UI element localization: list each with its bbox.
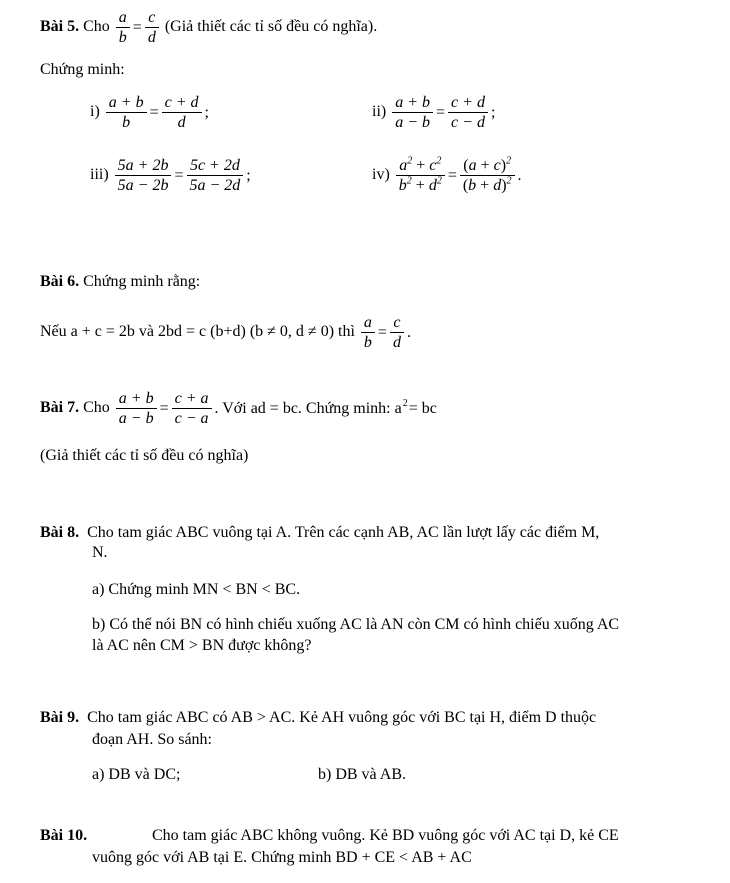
- bai8-line2: N.: [92, 544, 108, 561]
- bai5-item-ii: ii) $\frac{a + b}{a - b}$ = $\frac{c + d}{c - d}$ ;: [372, 94, 496, 131]
- bai10-label: Bài 10.: [40, 827, 88, 844]
- fraction: $\frac{c + d}{d}$: [162, 93, 202, 132]
- fraction: $\frac{a}{b}$: [116, 8, 130, 47]
- bai8-line1: Bài 8. Cho tam giác ABC vuông tại A. Trên các cạnh AB, AC lần lượt lấy các điểm M,: [40, 524, 600, 541]
- bai6-condition: Nếu a + c = 2b và 2bd = c (b+d) (b ≠ 0, d ≠ 0) thì $\frac{a}{b}$ = $\frac{c}{d}$ .: [40, 314, 411, 351]
- bai5-item-iii: iii) $\frac{5a + 2b}{5a - 2b}$ = $\frac{5c + 2d}{5a - 2d}$ ;: [90, 157, 251, 194]
- bai10-line1: Cho tam giác ABC không vuông. Kẻ BD vuông góc với AC tại D, kẻ CE: [152, 827, 619, 844]
- bai7-note: (Giả thiết các tỉ số đều có nghĩa): [40, 447, 249, 464]
- bai7-header: Bài 7. Cho $\frac{a + b}{a - b}$ = $\frac{c + a}{c - a}$ . Với ad = bc. Chứng minh: $a^2=$ bc: [40, 390, 437, 427]
- bai5-header: Bài 5. Cho $\frac{a}{b}$ = $\frac{c}{d}$ (Giả thiết các tỉ số đều có nghĩa).: [40, 9, 378, 46]
- fraction: $\frac{a}{b}$: [361, 313, 375, 352]
- fraction: $\frac{c}{d}$: [145, 8, 159, 47]
- bai5-label: Bài 5.: [40, 18, 80, 36]
- fraction: $\frac{a + b}{b}$: [106, 93, 147, 132]
- bai8-b2: là AC nên CM > BN được không?: [92, 637, 312, 654]
- fraction: $\frac{c}{d}$: [390, 313, 404, 352]
- bai7-label: Bài 7.: [40, 399, 80, 417]
- bai8-label: Bài 8.: [40, 524, 80, 541]
- bai9-b: b) DB và AB.: [318, 766, 406, 783]
- bai8-b1: b) Có thể nói BN có hình chiếu xuống AC là AN còn CM có hình chiếu xuống AC: [92, 616, 620, 633]
- bai5-item-iv: iv) $\frac{a^2 + c^2}{b^2 + d^2}$ = $\frac{(a + c)^2}{(b + d)^2}$ .: [372, 155, 522, 194]
- fraction: $\frac{c + d}{c - d}$: [448, 93, 488, 132]
- bai9-line1: Bài 9. Cho tam giác ABC có AB > AC. Kẻ AH vuông góc với BC tại H, điểm D thuộc: [40, 709, 597, 726]
- fraction: $\frac{c + a}{c - a}$: [172, 389, 212, 428]
- bai6-label: Bài 6.: [40, 273, 80, 290]
- bai8-a: a) Chứng minh MN < BN < BC.: [92, 581, 301, 598]
- bai5-cho: Cho: [83, 18, 110, 36]
- fraction: $\frac{a + b}{a - b}$: [116, 389, 157, 428]
- fraction: $\frac{(a + c)^2}{(b + d)^2}$: [460, 156, 515, 195]
- fraction: $\frac{a + b}{a - b}$: [392, 93, 433, 132]
- bai6-title: Chứng minh rằng:: [83, 273, 201, 290]
- bai10-line2: vuông góc với AB tại E. Chứng minh BD + CE < AB + AC: [92, 849, 472, 866]
- bai5-note: (Giả thiết các tỉ số đều có nghĩa).: [164, 18, 378, 36]
- fraction: $\frac{5a + 2b}{5a - 2b}$: [115, 156, 172, 195]
- bai9-line2: đoạn AH. So sánh:: [92, 731, 212, 748]
- bai6-header: [40, 272, 200, 292]
- bai5-item-i: i) $\frac{a + b}{b}$ = $\frac{c + d}{d}$ ;: [90, 94, 209, 131]
- fraction: $\frac{a^2 + c^2}{b^2 + d^2}$: [396, 156, 445, 195]
- bai9-label: Bài 9.: [40, 709, 80, 726]
- bai5-prove: Chứng minh:: [40, 61, 125, 78]
- bai9-a: a) DB và DC;: [92, 766, 181, 783]
- fraction: $\frac{5c + 2d}{5a - 2d}$: [187, 156, 244, 195]
